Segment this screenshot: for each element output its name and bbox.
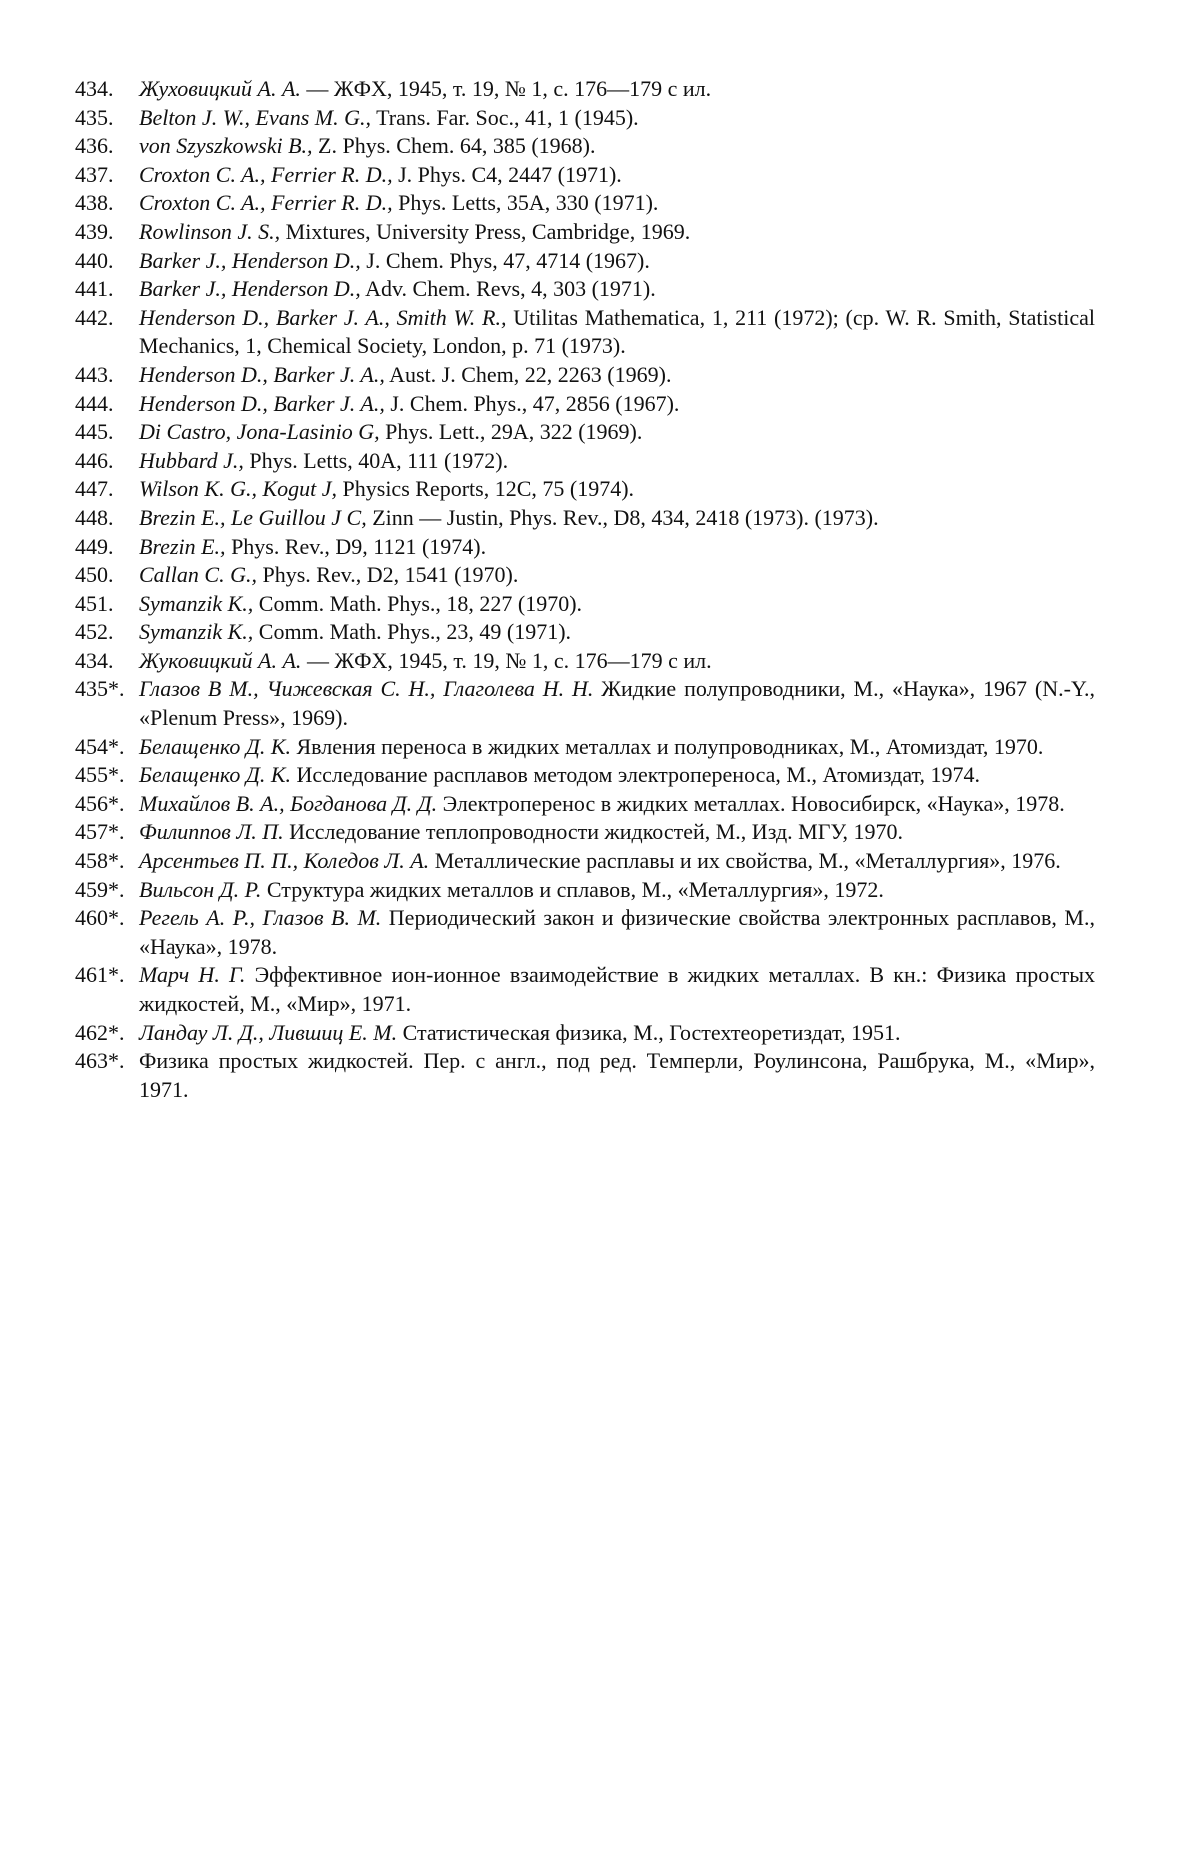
reference-text [139,876,1095,905]
reference-item [75,590,1095,619]
reference-text [139,1019,1095,1048]
reference-item [75,475,1095,504]
reference-number: 454*. [75,733,125,759]
reference-item [75,790,1095,819]
reference-number: 459*. [75,876,125,902]
reference-number: 434. [75,76,114,101]
reference-text [139,618,1095,647]
reference-authors: Филиппов Л. П. [139,819,284,845]
reference-authors: Глазов В М., Чижевская С. Н., Глаголева Н. Н. [139,676,594,702]
reference-number: 434. [75,647,114,673]
reference-source: Mixtures, University Press, Cambridge, 1969. [280,218,691,244]
reference-text [139,447,1095,476]
reference-authors: Белащенко Д. К. [139,762,291,788]
reference-authors: Белащенко Д. К. [139,733,291,759]
reference-source: Исследование теплопроводности жидкостей, М., Изд. МГУ, 1970. [283,819,903,845]
reference-number: 442. [75,304,114,330]
reference-item [75,618,1095,647]
reference-source: Статистическая физика, М., Гостехтеоретиздат, 1951. [397,1019,901,1045]
reference-number: 460*. [75,905,125,931]
reference-number: 438. [75,190,114,216]
reference-source: Электроперенос в жидких металлах. Новосибирск, «Наука», 1978. [437,790,1065,816]
reference-text [139,561,1095,590]
reference-item [75,218,1095,247]
reference-item [75,390,1095,419]
reference-item [75,961,1095,1018]
reference-item [75,847,1095,876]
reference-text [139,818,1095,847]
reference-text [139,1047,1095,1104]
reference-text [139,132,1095,161]
reference-source: J. Phys. C4, 2447 (1971). [392,161,622,187]
reference-number: 435*. [75,676,125,702]
reference-authors: Hubbard J., [139,447,244,473]
reference-authors: Henderson D., Barker J. A., Smith W. R., [139,304,507,330]
reference-text [139,533,1095,562]
reference-authors: Арсентьев П. П., Коледов Л. А. [139,848,430,874]
reference-source: Физика простых жидкостей. Пер. с англ., под ред. Темперли, Роулинсона, Рашбрука, М., «Мир», 1971. [139,1048,1095,1102]
reference-source: Структура жидких металлов и сплавов, М., «Металлургия», 1972. [261,876,884,902]
reference-number: 456*. [75,790,125,816]
reference-number: 457*. [75,819,125,845]
reference-text [139,904,1095,961]
reference-text [139,189,1095,218]
reference-text [139,104,1095,133]
reference-authors: Barker J., Henderson D., [139,276,361,302]
reference-number: 447. [75,476,114,502]
reference-number: 436. [75,133,114,159]
reference-text [139,161,1095,190]
reference-item [75,104,1095,133]
reference-source: Явления переноса в жидких металлах и полупроводниках, М., Атомиздат, 1970. [290,733,1044,759]
reference-authors: Croxton C. A., Ferrier R. D., [139,161,393,187]
reference-item [75,361,1095,390]
reference-item [75,733,1095,762]
reference-authors: Belton J. W., Evans M. G., [139,104,371,130]
reference-source: Z. Phys. Chem. 64, 385 (1968). [312,133,596,159]
reference-text [139,275,1095,304]
reference-text [139,304,1095,361]
reference-authors: von Szyszkowski B., [139,133,313,159]
reference-authors: Rowlinson J. S., [139,218,281,244]
reference-item [75,161,1095,190]
reference-text [139,218,1095,247]
reference-text [139,475,1095,504]
reference-authors: Brezin E., [139,533,226,559]
reference-number: 462*. [75,1019,125,1045]
reference-authors: Callan C. G., [139,562,257,588]
reference-text [139,504,1095,533]
reference-authors: Symanzik K., [139,619,254,645]
reference-number: 446. [75,447,114,473]
reference-text [139,390,1095,419]
reference-item [75,761,1095,790]
reference-text [139,247,1095,276]
reference-number: 441. [75,276,114,302]
reference-source: Trans. Far. Soc., 41, 1 (1945). [370,104,639,130]
reference-source: Aust. J. Chem, 22, 2263 (1969). [384,361,672,387]
reference-source: Comm. Math. Phys., 18, 227 (1970). [253,590,583,616]
reference-item [75,1019,1095,1048]
reference-number: 444. [75,390,114,416]
reference-authors: Croxton C. A., Ferrier R. D., [139,190,393,216]
reference-item [75,904,1095,961]
reference-source: Zinn — Justin, Phys. Rev., D8, 434, 2418 (1973). (1973). [366,504,879,530]
reference-authors: Di Castro, Jona-Lasinio G, [139,419,380,445]
reference-source: Phys. Letts, 35A, 330 (1971). [392,190,659,216]
reference-text [139,361,1095,390]
reference-number: 452. [75,619,114,645]
reference-item [75,247,1095,276]
reference-item [75,1047,1095,1104]
reference-number: 463*. [75,1048,125,1074]
reference-source: — ЖФХ, 1945, т. 19, № 1, с. 176—179 с ил. [300,76,712,101]
reference-item [75,447,1095,476]
reference-source: Physics Reports, 12C, 75 (1974). [337,476,635,502]
reference-authors: Wilson K. G., Kogut J, [139,476,338,502]
reference-source: Исследование расплавов методом электропереноса, М., Атомиздат, 1974. [290,762,981,788]
reference-authors: Вильсон Д. Р. [139,876,262,902]
reference-item [75,304,1095,361]
reference-text [139,418,1095,447]
reference-source: Металлические расплавы и их свойства, М., «Металлургия», 1976. [429,848,1061,874]
reference-authors: Ландау Л. Д., Лившиц Е. М. [139,1019,398,1045]
reference-source: Phys. Rev., D2, 1541 (1970). [256,562,519,588]
reference-text [139,733,1095,762]
reference-item [75,876,1095,905]
reference-authors: Жуковицкий А. А. [139,647,302,673]
reference-source: Utilitas Mathematica, 1, 211 (1972); (cp. W. R. Smith, Statistical Mechanics, 1, Chemical Society, London, p. 71 (1973). [139,304,1095,359]
reference-list [75,75,1095,1104]
reference-number: 450. [75,562,114,588]
reference-authors: Henderson D., Barker J. A., [139,390,385,416]
reference-authors: Henderson D., Barker J. A., [139,361,385,387]
reference-source: Phys. Lett., 29A, 322 (1969). [379,419,643,445]
reference-authors: Михайлов В. А., Богданова Д. Д. [139,790,438,816]
reference-number: 437. [75,161,114,187]
reference-text [139,961,1095,1018]
reference-text [139,790,1095,819]
reference-text [139,647,1095,676]
reference-authors: Регель А. Р., Глазов В. М. [139,905,382,931]
reference-text [139,847,1095,876]
reference-number: 448. [75,504,114,530]
reference-authors: Brezin E., Le Guillou J C, [139,504,367,530]
reference-number: 449. [75,533,114,559]
reference-source: Периодический закон и физические свойства электронных расплавов, М., «Наука», 1978. [139,905,1095,959]
reference-source: J. Chem. Phys., 47, 2856 (1967). [384,390,680,416]
reference-authors: Жуховицкий А. А. [139,76,301,101]
reference-source: Жидкие полупроводники, М., «Наука», 1967 (N.-Y., «Plenum Press», 1969). [139,676,1095,731]
reference-text [139,75,1095,104]
reference-source: Phys. Letts, 40A, 111 (1972). [243,447,509,473]
reference-item [75,189,1095,218]
reference-item [75,75,1095,104]
reference-number: 443. [75,361,114,387]
reference-number: 461*. [75,962,125,988]
reference-source: — ЖФХ, 1945, т. 19, № 1, с. 176—179 с ил. [301,647,712,673]
reference-item [75,418,1095,447]
reference-source: Adv. Chem. Revs, 4, 303 (1971). [360,276,656,302]
reference-authors: Марч Н. Г. [139,962,246,988]
reference-number: 451. [75,590,114,616]
reference-item [75,818,1095,847]
reference-number: 445. [75,419,114,445]
reference-source: Comm. Math. Phys., 23, 49 (1971). [253,619,572,645]
reference-item [75,275,1095,304]
reference-item [75,504,1095,533]
reference-number: 440. [75,247,114,273]
reference-number: 455*. [75,762,125,788]
reference-number: 435. [75,104,114,130]
reference-text [139,675,1095,732]
reference-authors: Symanzik K., [139,590,254,616]
reference-number: 439. [75,218,114,244]
reference-text [139,590,1095,619]
reference-item [75,533,1095,562]
reference-item [75,132,1095,161]
reference-text [139,761,1095,790]
reference-item [75,675,1095,732]
reference-number: 458*. [75,848,125,874]
reference-source: Phys. Rev., D9, 1121 (1974). [225,533,487,559]
reference-source: Эффективное ион-ионное взаимодействие в жидких металлах. В кн.: Физика простых жидкостей, М., «Мир», 1971. [139,962,1095,1016]
reference-source: J. Chem. Phys, 47, 4714 (1967). [360,247,650,273]
reference-authors: Barker J., Henderson D., [139,247,361,273]
reference-item [75,561,1095,590]
reference-item [75,647,1095,676]
